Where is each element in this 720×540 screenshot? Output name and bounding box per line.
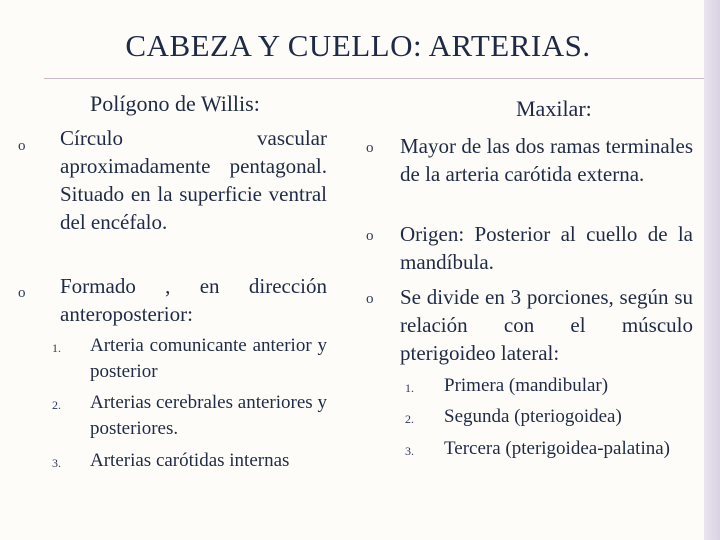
bullet-marker: o — [18, 285, 26, 301]
left-item-2: Arterias cerebrales anteriores y posteriores. — [90, 392, 327, 439]
left-bullet-2: Formado , en dirección anteroposterior: — [60, 274, 327, 326]
bullet-marker: o — [366, 140, 374, 156]
list-number: 2. — [52, 398, 61, 412]
left-bullet-1: Círculo vascular aproximadamente pentagonal. Situado en la superficie ventral del encéfalo. — [60, 126, 327, 234]
bullet-marker: o — [18, 138, 26, 154]
list-number: 2. — [405, 412, 414, 426]
bullet-marker: o — [366, 228, 374, 244]
right-bullet-1: Mayor de las dos ramas terminales de la arteria carótida externa. — [400, 134, 693, 186]
right-column-heading: Maxilar: — [516, 96, 592, 121]
right-bullet-2: Origen: Posterior al cuello de la mandíbula. — [400, 222, 693, 274]
bullet-marker: o — [366, 291, 374, 307]
list-number: 3. — [405, 444, 414, 458]
right-item-1: Primera (mandibular) — [444, 375, 609, 396]
right-bullet-3: Se divide en 3 porciones, según su relación con el músculo pterigoideo lateral: — [400, 285, 693, 365]
decorative-side-band — [704, 0, 720, 540]
left-item-1: Arteria comunicante anterior y posterior — [90, 335, 327, 382]
left-column-heading: Polígono de Willis: — [90, 91, 260, 116]
list-number: 3. — [52, 456, 61, 470]
title-divider — [44, 78, 704, 79]
slide-title: CABEZA Y CUELLO: ARTERIAS. — [125, 28, 591, 63]
right-item-3: Tercera (pterigoidea-palatina) — [444, 438, 670, 459]
left-item-3: Arterias carótidas internas — [90, 450, 290, 471]
list-number: 1. — [52, 341, 61, 355]
list-number: 1. — [405, 381, 414, 395]
right-item-2: Segunda (pteriogoidea) — [444, 406, 622, 427]
